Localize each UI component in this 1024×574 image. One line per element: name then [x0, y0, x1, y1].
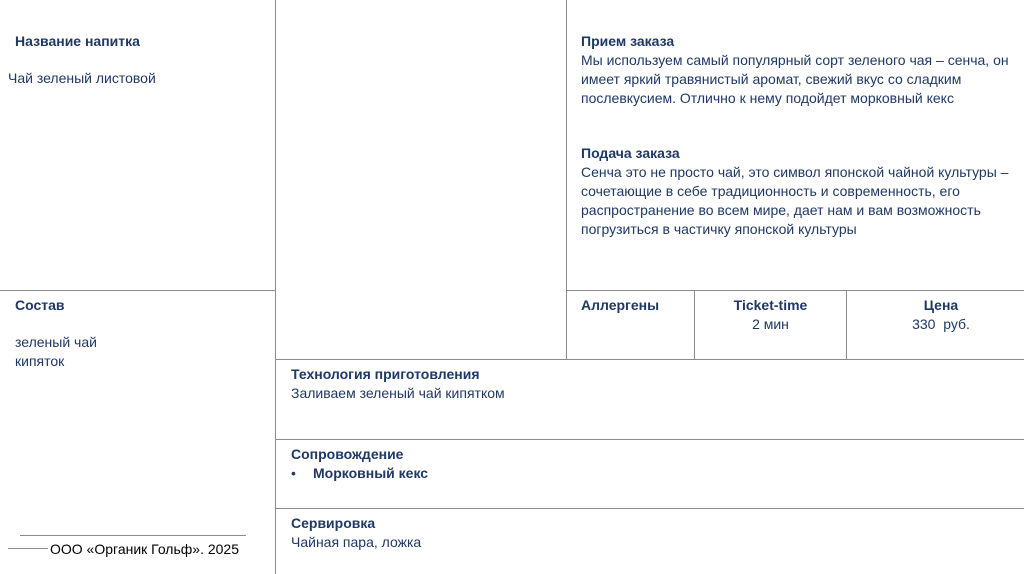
ticket-time-value: 2 мин	[752, 316, 789, 332]
divider-technology-top	[275, 359, 1024, 360]
accompaniment-title: Сопровождение	[291, 446, 404, 462]
order-serving-text: Сенча это не просто чай, это символ японской чайной культуры – сочетающие в себе традиционность и современность, его распространение во всем мире, дает нам и вам возможность погрузиться в частичку японской культуры	[581, 164, 1009, 237]
technology-text: Заливаем зеленый чай кипятком	[291, 385, 505, 401]
drink-name: Чай зеленый листовой	[8, 70, 156, 86]
drink-title-label: Название напитка	[15, 33, 140, 49]
footer-rule-bottom	[8, 548, 48, 549]
composition-item: кипяток	[15, 353, 65, 369]
technology-title: Технология приготовления	[291, 366, 480, 382]
divider-info-row-top	[566, 290, 1024, 291]
divider-composition-top	[0, 290, 275, 291]
order-intake-text: Мы используем самый популярный сорт зеленого чая – сенча, он имеет яркий травянистый аромат, свежий вкус со сладким послевкусием. Отлично к нему подойдет морковный кекс	[581, 52, 1009, 106]
serving-text: Чайная пара, ложка	[291, 534, 422, 550]
accompaniment-item: Морковный кекс	[313, 465, 429, 481]
order-serving-title: Подача заказа	[581, 145, 680, 161]
allergens-title: Аллергены	[581, 297, 660, 313]
price-value: 330 руб.	[912, 316, 970, 332]
composition-item: зеленый чай	[15, 334, 97, 350]
divider-left-column	[275, 0, 276, 574]
order-intake-title: Прием заказа	[581, 33, 675, 49]
composition-title: Состав	[15, 297, 65, 313]
footer-rule-top	[20, 535, 246, 536]
bullet-icon: •	[291, 465, 296, 481]
divider-accompaniment-top	[275, 439, 1024, 440]
serving-title: Сервировка	[291, 515, 376, 531]
price-title: Цена	[923, 297, 959, 313]
footer-company: ООО «Органик Гольф». 2025	[50, 541, 239, 557]
divider-right-column	[566, 0, 567, 360]
ticket-time-title: Ticket-time	[733, 297, 808, 313]
divider-serving-top	[275, 508, 1024, 509]
